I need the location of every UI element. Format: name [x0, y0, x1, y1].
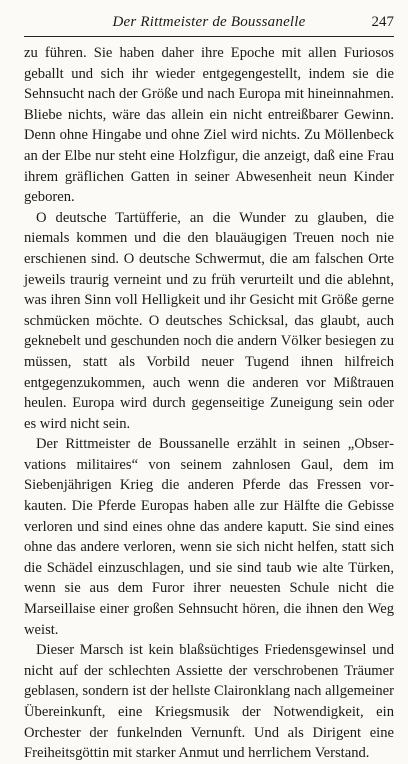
page-header: [24, 10, 394, 37]
paragraph: O deutsche Tartüfferie, an die Wunder zu glauben, die niemals kommen und die den blauäugigen Treuen noch nie erschienen sind. O deutsche Schwermut, die am falschen Orte jeweils traurig verneint und zu früh verurteilt und die ablehnt, was ihren Sinn voll Helligkeit und ihr Gesicht mit Größe gerne schmücken möchte. O deutsches Schicksal, das glaubt, auch geknebelt und geschunden noch die andern Völker besiegen zu müssen, statt als Vorbild neuer Tugend ihnen hilfreich entgegenzukommen, auch wenn die anderen vor Mißtrauen heulen. Europa wird durch gegenseitige Zuneigung sein oder es wird nicht sein.: [24, 209, 394, 432]
paragraph: zu führen. Sie haben daher ihre Epoche mit allen Furiosos geballt und sich ihr wieder entgegengestellt, indem sie die Sehnsucht nach der Größe und nach Europa mit hineinnahmen. Bliebe nichts, wäre das allein ein nicht entreißbarer Gewinn. Denn ohne Hingabe und ohne Ziel wird nichts. Zu Möllenbeck an der Elbe nur steht eine Holzfigur, die anzeigt, daß eine Frau ihrem gräflichen Gatten in seiner Abwesenheit neun Kinder geboren.: [24, 45, 394, 206]
book-page: [24, 10, 394, 764]
page-number: 247: [371, 14, 394, 30]
running-title: Der Rittmeister de Boussanelle: [112, 14, 306, 30]
paragraph: Dieser Marsch ist kein blaßsüchtiges Friedensgewinsel und nicht auf der schlechten Assiette der verschrobenen Träumer geblasen, sondern ist der hellste Claironklang nach allgemeiner Übereinkunft, eine Kriegsmusik der Notwendigkeit, ein Orchester der funkelnden Vernunft. Und als Dirigent eine Freiheitsgöttin mit starker Anmut und herrlichem Verstand.: [24, 642, 394, 762]
paragraph: Der Rittmeister de Boussanelle erzählt in seinen „Observations militaires“ von seinem zahnlosen Gaul, dem im Siebenjährigen Krieg die anderen Pferde das Fressen vorkauten. Die Pferde Europas haben alle zur Hälfte die Gebisse verloren und sind eines ohne das andere kaputt. Sie sind eines ohne das andere verloren, wenn sie sich nicht helfen, statt sich die Schädel einzuschlagen, und sie sind taub wie alte Türken, wenn sie aus dem Furor ihrer neuesten Schule nicht die Marseillaise einer großen Sehnsucht hören, die ihnen den Weg weist.: [24, 436, 394, 638]
body-text: [24, 43, 394, 764]
